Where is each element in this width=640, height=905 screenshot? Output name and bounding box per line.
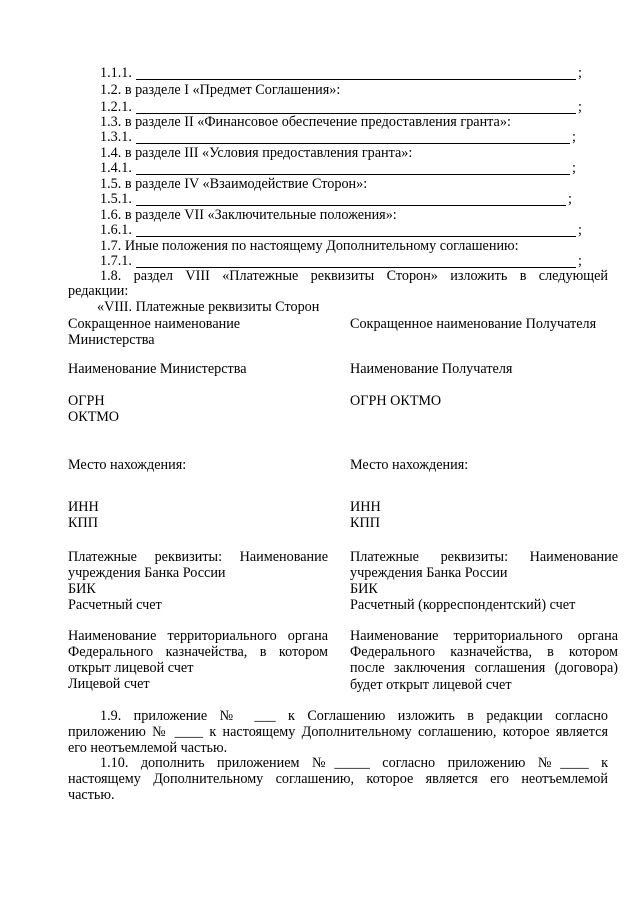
left-bank: Платежные реквизиты: Наименование учреждения Банка России (68, 549, 328, 582)
left-personal-account: Лицевой счет (68, 676, 150, 692)
item-1-1-1: 1.1.1. (100, 65, 132, 81)
left-bik: БИК (68, 581, 96, 597)
left-treasury: Наименование территориального органа Федерального казначейства, в котором открыт лицевой счет (68, 628, 328, 677)
fill-line-1-1-1[interactable] (136, 79, 576, 80)
right-ogrn-oktmo: ОГРН ОКТМО (350, 393, 442, 409)
item-1-4-1: 1.4.1. (100, 160, 132, 176)
section-title: «VIII. Платежные реквизиты Сторон (97, 299, 320, 315)
item-1-10-line1: 1.10. дополнить приложением №_____ согласно приложению №____ к (100, 755, 608, 771)
item-1-3: 1.3. в разделе II «Финансовое обеспечение предоставления гранта»: (100, 114, 511, 130)
item-1-6: 1.6. в разделе VII «Заключительные положения»: (100, 207, 397, 223)
right-location: Место нахождения: (350, 457, 469, 473)
item-1-6-1-end: ; (578, 222, 582, 238)
item-1-5-1-end: ; (568, 191, 572, 207)
item-1-6-1: 1.6.1. (100, 222, 132, 238)
left-short-name: Сокращенное наименование Министерства (68, 316, 241, 349)
left-kpp: КПП (68, 515, 98, 531)
item-1-10-line3: частью. (68, 787, 115, 803)
right-bik: БИК (350, 581, 378, 597)
right-bank: Платежные реквизиты: Наименование учреждения Банка России (350, 549, 618, 582)
left-inn: ИНН (68, 499, 99, 515)
item-1-5-1: 1.5.1. (100, 191, 132, 207)
item-1-5: 1.5. в разделе IV «Взаимодействие Сторон»: (100, 176, 368, 192)
right-inn: ИНН (350, 499, 381, 515)
item-1-9-line1: 1.9. приложение № ___ к Соглашению изложить в редакции согласно (100, 708, 608, 724)
item-1-7: 1.7. Иные положения по настоящему Дополнительному соглашению: (100, 238, 519, 254)
item-1-8-line2: редакции: (68, 283, 129, 299)
fill-line-1-5-1[interactable] (136, 205, 566, 206)
right-account: Расчетный (корреспондентский) счет (350, 597, 576, 613)
item-1-2-1-end: ; (578, 99, 582, 115)
right-short-name: Сокращенное наименование Получателя (350, 316, 597, 332)
left-ogrn: ОГРН (68, 393, 105, 409)
item-1-7-1-end: ; (578, 253, 582, 269)
item-1-4: 1.4. в разделе III «Условия предоставления гранта»: (100, 145, 413, 161)
item-1-3-1-end: ; (572, 129, 576, 145)
left-oktmo: ОКТМО (68, 409, 120, 425)
item-1-3-1: 1.3.1. (100, 129, 132, 145)
fill-line-1-4-1[interactable] (136, 174, 570, 175)
fill-line-1-3-1[interactable] (136, 143, 570, 144)
left-location: Место нахождения: (68, 457, 187, 473)
item-1-10-line2: настоящему Дополнительному соглашению, которое является его неотъемлемой (68, 771, 608, 787)
item-1-2: 1.2. в разделе I «Предмет Соглашения»: (100, 82, 341, 98)
right-treasury: Наименование территориального органа Федерального казначейства, в котором после заключения соглашения (договора) будет открыт лицевой счет (350, 628, 618, 693)
item-1-4-1-end: ; (572, 160, 576, 176)
left-name: Наименование Министерства (68, 361, 247, 377)
item-1-8-line1: 1.8. раздел VIII «Платежные реквизиты Сторон» изложить в следующей (100, 268, 608, 284)
item-1-1-1-end: ; (578, 65, 582, 81)
item-1-9-line3: его неотъемлемой частью. (68, 740, 228, 756)
right-kpp: КПП (350, 515, 380, 531)
item-1-7-1: 1.7.1. (100, 253, 132, 269)
fill-line-1-6-1[interactable] (136, 236, 576, 237)
left-account: Расчетный счет (68, 597, 162, 613)
item-1-2-1: 1.2.1. (100, 99, 132, 115)
item-1-9-line2: приложению № ____ к настоящему Дополнительному соглашению, которое является (68, 724, 608, 740)
right-name: Наименование Получателя (350, 361, 513, 377)
